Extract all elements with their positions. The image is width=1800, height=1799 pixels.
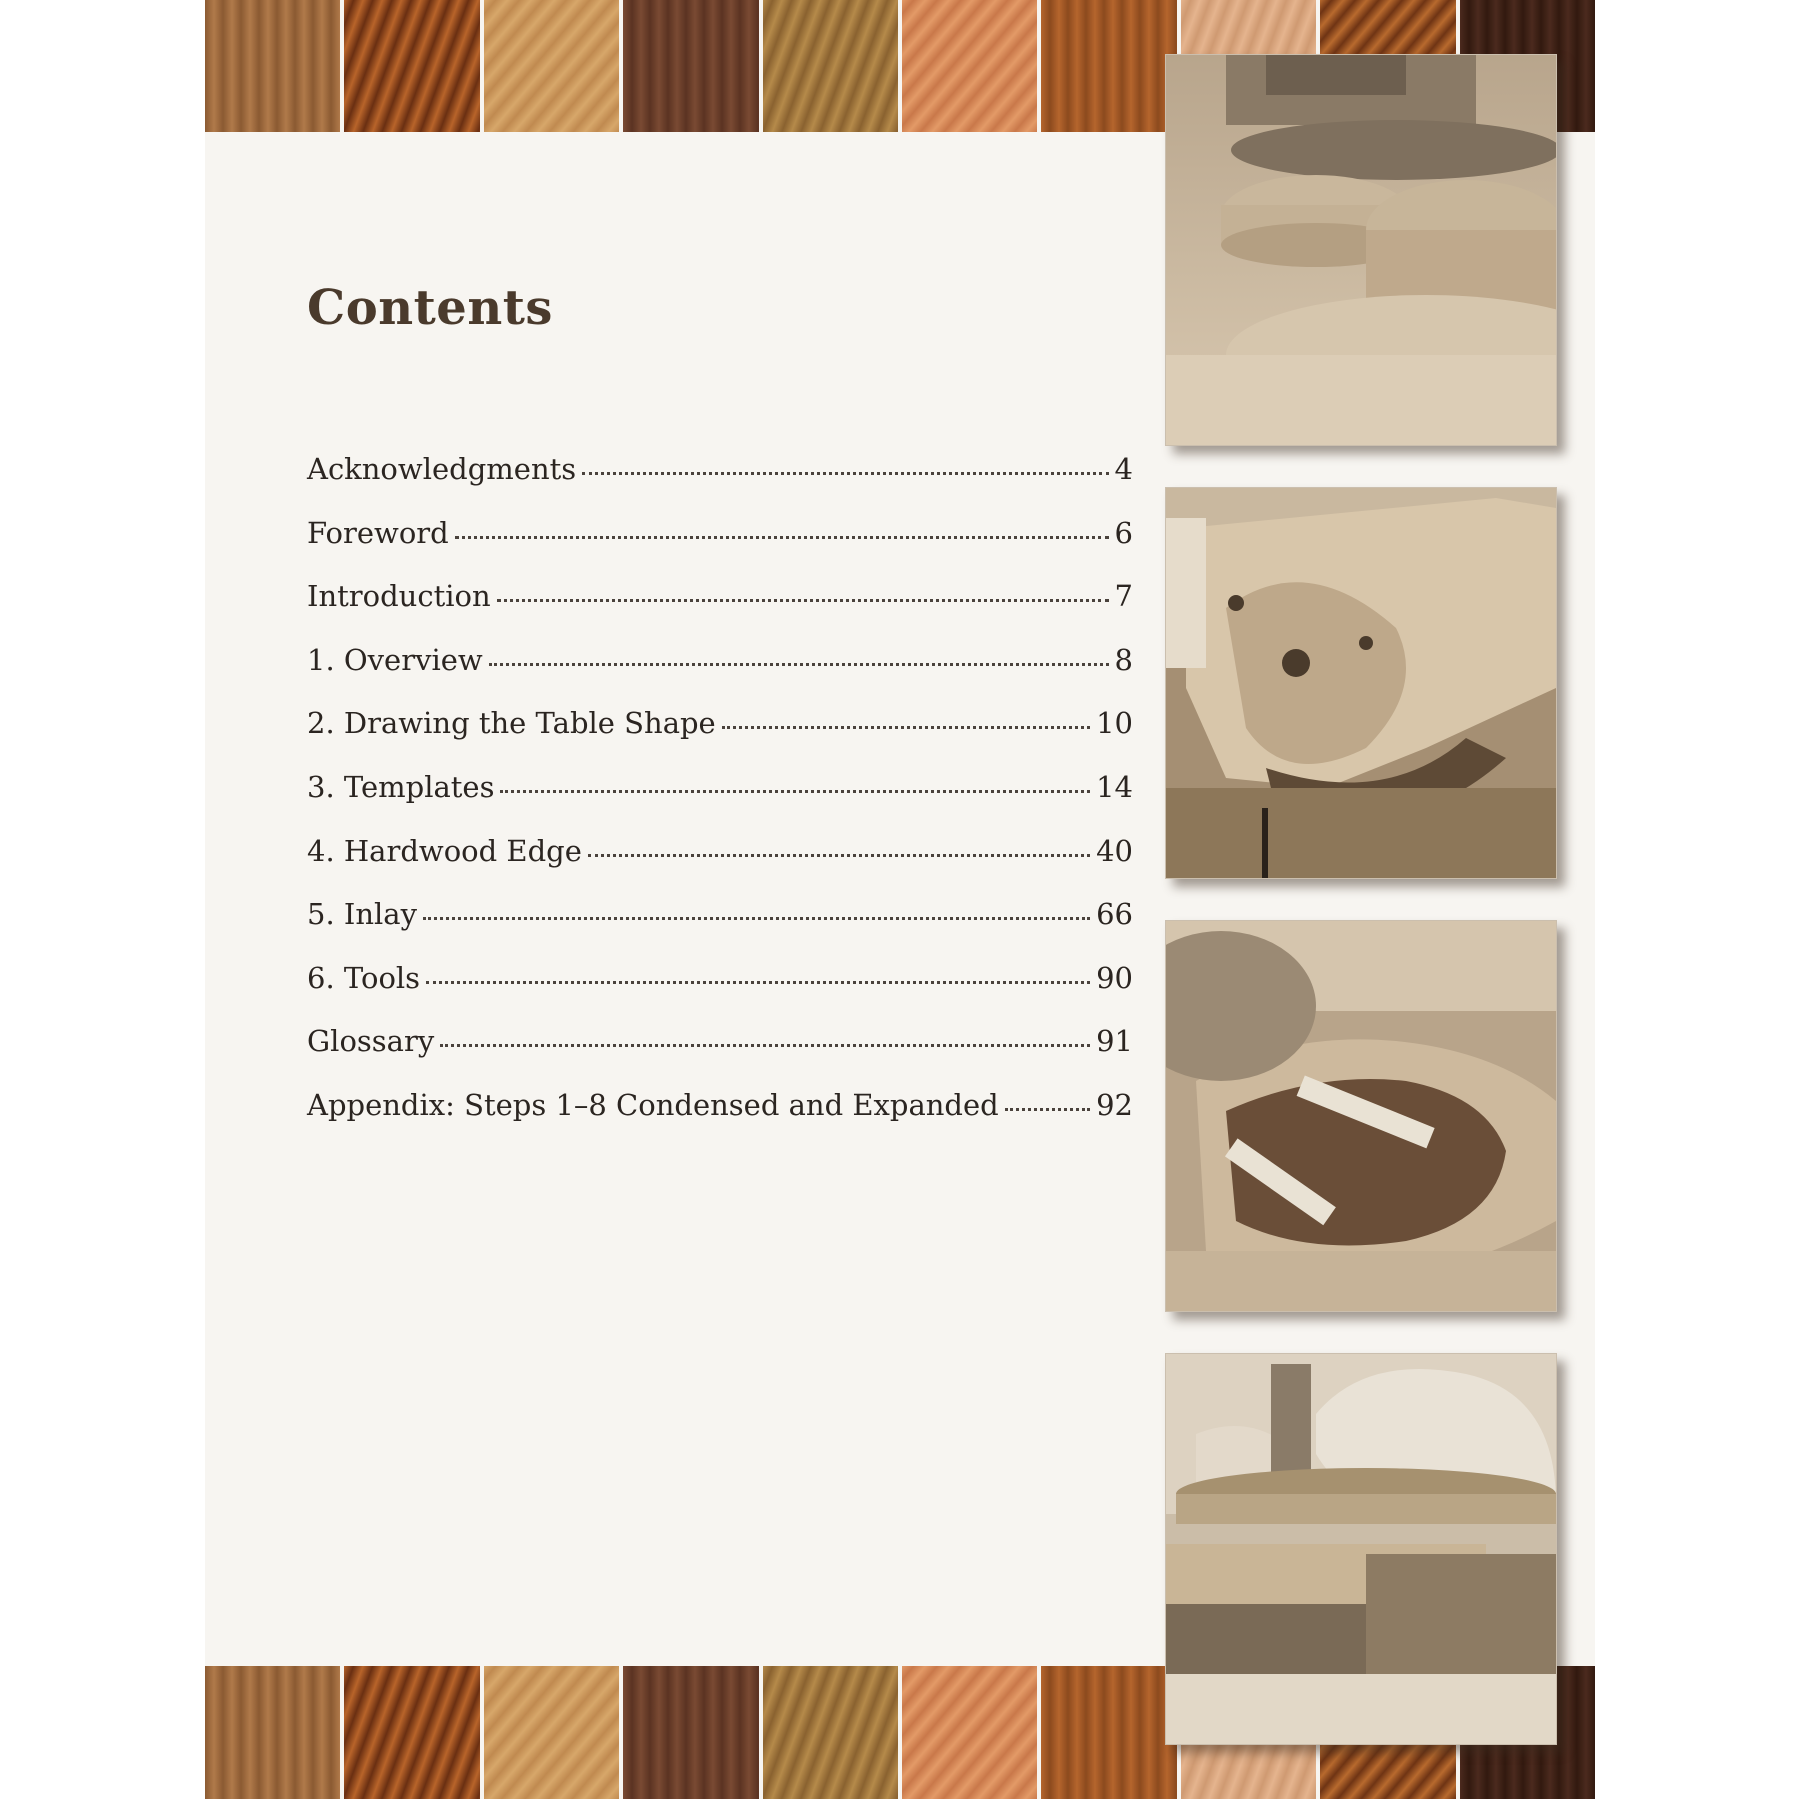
toc-entry-label: Appendix: Steps 1–8 Condensed and Expanded [307,1087,999,1122]
toc-entry-label: 1. Overview [307,642,483,677]
toc-page-number: 92 [1096,1087,1133,1122]
curly-maple-swatch [902,1666,1037,1799]
toc-page-number: 10 [1096,706,1133,741]
toc-page-number: 66 [1096,897,1133,932]
curly-koa-swatch [763,1666,898,1799]
toc-entry [307,770,1133,834]
toc-leader-dots [440,1044,1090,1047]
toc-entry-label: Introduction [307,579,491,614]
toc-entry-label: 6. Tools [307,960,421,995]
toc-entry-label: 5. Inlay [307,897,417,932]
figured-walnut-swatch [205,0,340,132]
toc-leader-dots [426,981,1090,984]
toc-page-number: 7 [1114,579,1133,614]
toc-leader-dots [500,790,1090,793]
bandsaw-cutting-photo [1165,487,1557,879]
toc-leader-dots [588,854,1090,857]
curly-maple-swatch [902,0,1037,132]
toc-leader-dots [582,472,1108,475]
lacewood-swatch [1041,1666,1176,1799]
lacewood-swatch [1041,0,1176,132]
toc-page-number: 91 [1096,1024,1133,1059]
veneer-inlay-photo-image [1166,921,1556,1311]
toc-leader-dots [497,599,1109,602]
birdseye-maple-swatch [484,1666,619,1799]
toc-entry-label: Foreword [307,515,449,550]
toc-leader-dots [722,726,1090,729]
toc-page-number: 6 [1114,515,1133,550]
book-page [205,0,1595,1799]
toc-entry [307,452,1133,516]
bandsaw-cutting-photo-image [1166,488,1556,878]
hand-router-photo-image [1166,1354,1556,1744]
toc-leader-dots [423,917,1090,920]
veneer-inlay-photo [1165,920,1557,1312]
toc-entry [307,643,1133,707]
toc-leader-dots [455,536,1109,539]
toc-entry [307,579,1133,643]
page-title: Contents [307,280,553,336]
hand-router-photo [1165,1353,1557,1745]
router-template-photo-image [1166,55,1556,445]
toc-leader-dots [1005,1108,1090,1111]
toc-entry [307,1088,1133,1152]
toc-entry [307,834,1133,898]
birdseye-maple-swatch [484,0,619,132]
toc-page-number: 40 [1096,833,1133,868]
toc-page-number: 8 [1114,642,1133,677]
curly-koa-swatch [763,0,898,132]
amboyna-burl-swatch [344,0,479,132]
toc-entry-label: Glossary [307,1024,435,1059]
amboyna-burl-swatch [344,1666,479,1799]
toc-entry [307,706,1133,770]
toc-entry-label: Acknowledgments [307,452,577,486]
router-template-photo [1165,54,1557,446]
figured-walnut-swatch [205,1666,340,1799]
toc-leader-dots [489,663,1109,666]
toc-entry-label: 2. Drawing the Table Shape [307,706,716,741]
toc-entry [307,897,1133,961]
toc-entry [307,516,1133,580]
toc-entry-label: 4. Hardwood Edge [307,833,582,868]
toc-page-number: 14 [1096,769,1133,804]
toc-page-number: 90 [1096,960,1133,995]
toc-page-number: 4 [1114,452,1133,486]
table-of-contents [307,452,1133,1152]
toc-entry [307,1024,1133,1088]
toc-entry [307,961,1133,1025]
mahogany-swatch [623,1666,758,1799]
mahogany-swatch [623,0,758,132]
toc-entry-label: 3. Templates [307,769,495,804]
